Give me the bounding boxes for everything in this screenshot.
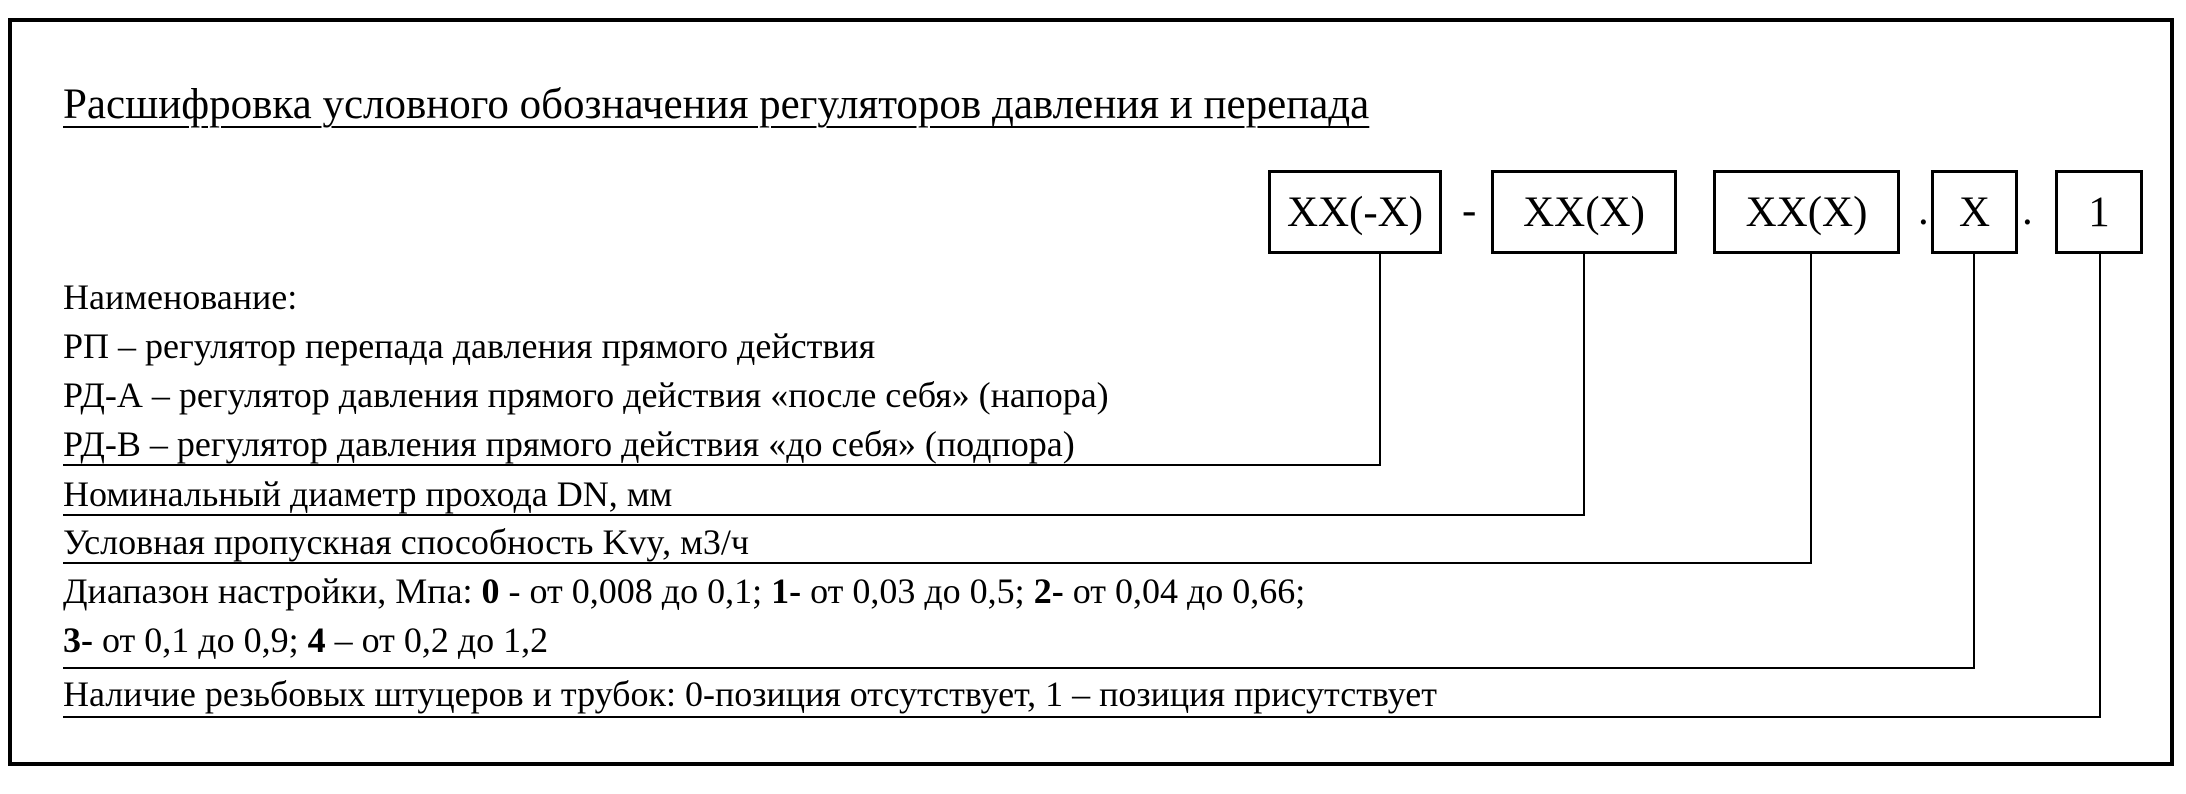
- range-key-0: 0: [481, 571, 500, 611]
- range-text-3: от 0,1 до 0,9;: [93, 620, 308, 660]
- range-text-0: - от 0,008 до 0,1;: [499, 571, 772, 611]
- range-text-2: от 0,04 до 0,66;: [1063, 571, 1306, 611]
- code-separator-dot-2: .: [2022, 187, 2033, 234]
- code-box-range: X: [1931, 170, 2018, 254]
- connector-fittings-horizontal: [63, 716, 2101, 718]
- code-separator-dot-1: .: [1918, 187, 1929, 234]
- connector-range-vertical: [1973, 254, 1975, 668]
- fittings-label: Наличие резьбовых штуцеров и трубок: 0-позиция отсутствует, 1 – позиция присутствует: [63, 674, 1437, 714]
- connector-range-horizontal: [63, 667, 1975, 669]
- range-key-2: 2-: [1033, 571, 1064, 611]
- range-key-3: 3-: [63, 620, 93, 660]
- code-box-fittings: 1: [2055, 170, 2143, 254]
- diagram-title: Расшифровка условного обозначения регуляторов давления и перепада: [63, 81, 1370, 128]
- code-box-name: XX(-X): [1268, 170, 1442, 254]
- kvy-label: Условная пропускная способность Kvy, м3/ч: [63, 522, 749, 562]
- connector-kvy-horizontal: [63, 562, 1812, 564]
- code-separator-dash: -: [1462, 187, 1477, 234]
- range-line-1: [63, 570, 1305, 612]
- dn-label: Номинальный диаметр прохода DN, мм: [63, 474, 673, 514]
- range-key-1: 1-: [771, 571, 802, 611]
- connector-name-vertical: [1379, 254, 1381, 464]
- name-rdb: РД-В – регулятор давления прямого действия «до себя» (подпора): [63, 424, 1075, 464]
- connector-name-horizontal: [63, 464, 1381, 466]
- connector-kvy-vertical: [1810, 254, 1812, 562]
- range-text-1: от 0,03 до 0,5;: [801, 571, 1034, 611]
- connector-fittings-vertical: [2099, 254, 2101, 716]
- range-text-4: – от 0,2 до 1,2: [325, 620, 549, 660]
- code-box-dn: XX(X): [1491, 170, 1677, 254]
- connector-dn-vertical: [1583, 254, 1585, 514]
- range-line-2: [63, 619, 548, 661]
- code-box-kvy: XX(X): [1713, 170, 1900, 254]
- range-prefix: Диапазон настройки, Мпа:: [63, 571, 482, 611]
- range-key-4: 4: [307, 620, 326, 660]
- connector-dn-horizontal: [63, 514, 1585, 516]
- name-heading: Наименование:: [63, 277, 298, 317]
- name-rp: РП – регулятор перепада давления прямого действия: [63, 326, 876, 366]
- name-rda: РД-А – регулятор давления прямого действия «после себя» (напора): [63, 375, 1109, 415]
